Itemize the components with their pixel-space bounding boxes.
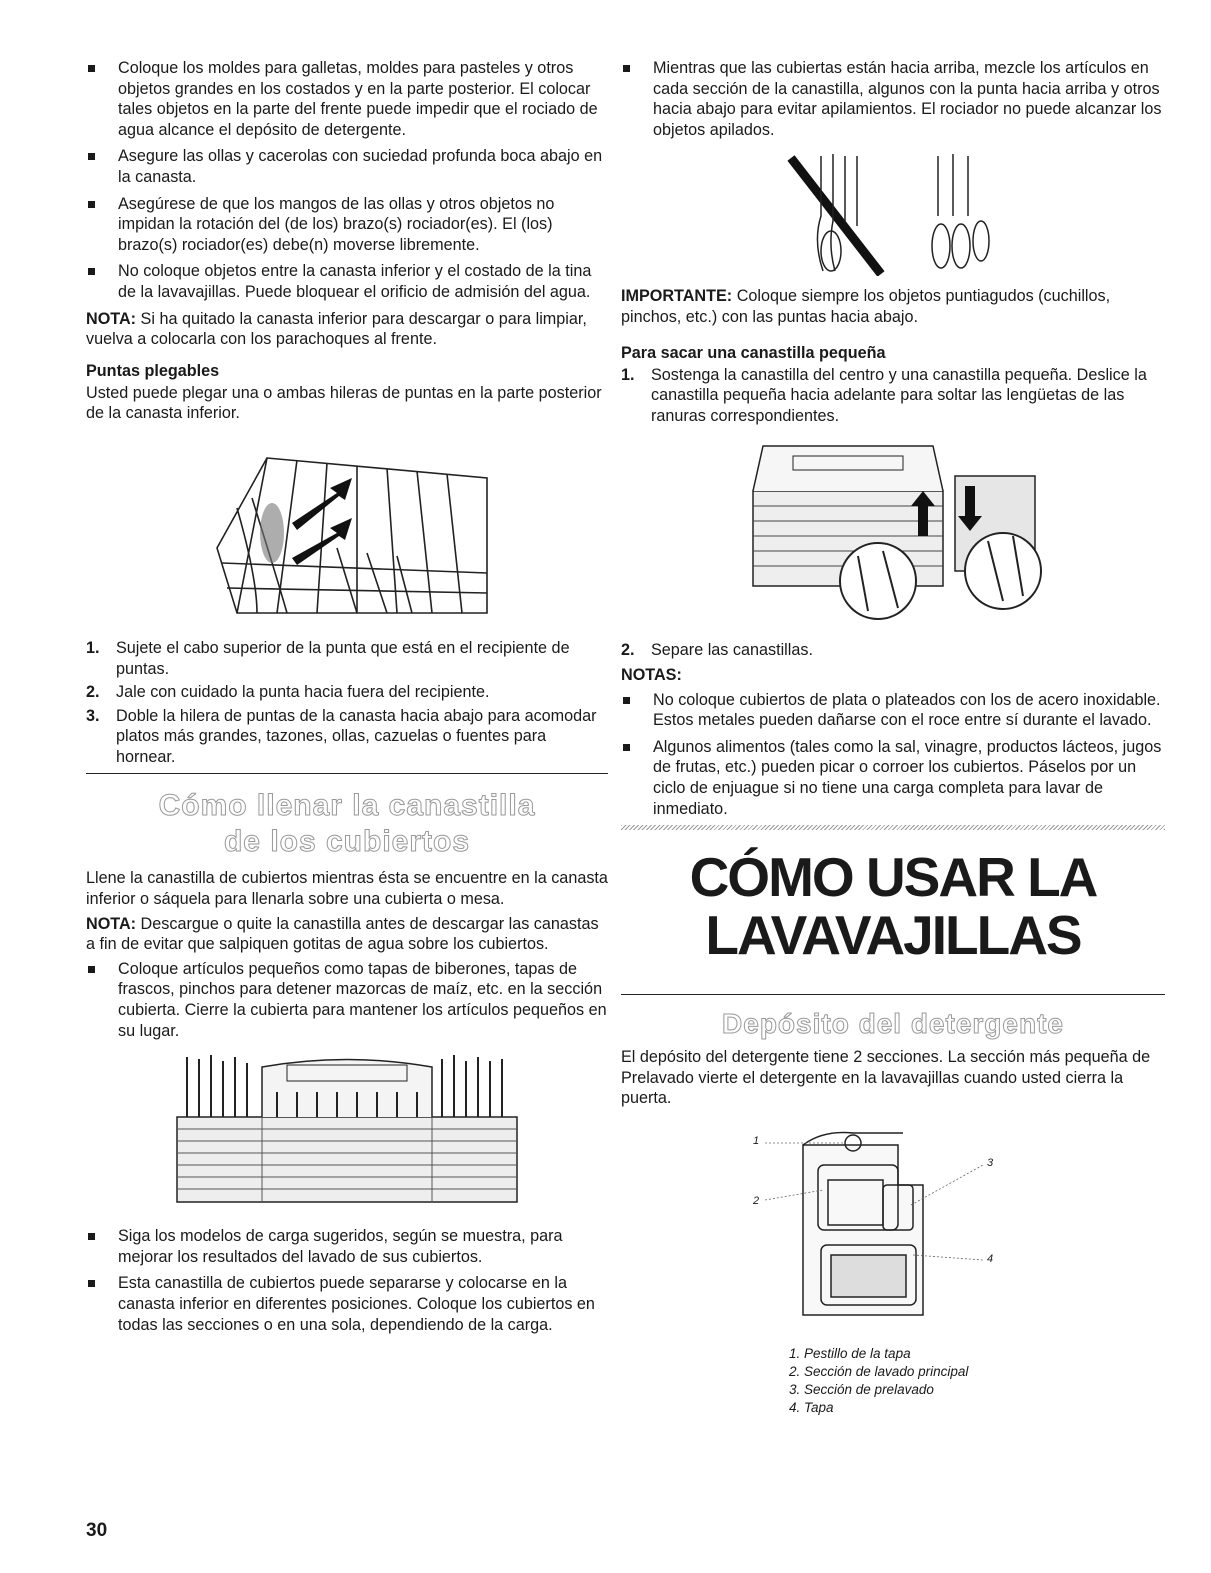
callout-4: 4: [987, 1252, 994, 1265]
importante-text: Coloque siempre los objetos puntiagudos (cuchillos, pinchos, etc.) con las puntas hacia abajo.: [621, 287, 1111, 326]
bullet-list-bottom: [86, 1226, 608, 1335]
right-column: [621, 58, 1165, 1417]
nota-label: NOTA:: [86, 914, 137, 933]
list-item: 3. Sección de prelavado: [789, 1381, 934, 1397]
nota-paragraph: [86, 309, 608, 350]
bullet-list-top: [86, 58, 608, 303]
list-item: 3. Doble la hilera de puntas de la canasta hacia abajo para acomodar platos más grandes, tazones, ollas, cazuelas o fuentes para hornear.: [86, 706, 597, 766]
chapter-title: CÓMO USAR LA LAVAVAJILLAS: [689, 846, 1097, 967]
list-item: 4. Tapa: [789, 1399, 834, 1415]
importante-paragraph: [621, 286, 1165, 327]
deposito-title: Depósito del detergente: [722, 1008, 1064, 1040]
nota-label: NOTA:: [86, 309, 137, 328]
callout-1: 1: [753, 1134, 760, 1147]
steps-list: [86, 638, 608, 768]
list-item: Coloque artículos pequeños como tapas de biberones, tapas de frascos, pinchos para detener mazorcas de maíz, etc. en la sección cubierta. Cierre la cubierta para mantener los artículos pequeños en su lugar.: [86, 959, 608, 1041]
list-item: 1. Pestillo de la tapa: [789, 1345, 911, 1361]
silverware-basket-illustration: [167, 1047, 527, 1212]
list-item: No coloque objetos entre la canasta inferior y el costado de la tina de la lavavajillas. Puede bloquear el orificio de admisión del agua.: [86, 261, 608, 302]
list-item: 2. Sección de lavado principal: [789, 1363, 969, 1379]
dispenser-captions: [621, 1345, 1165, 1417]
dispenser-figure: [733, 1125, 1053, 1335]
deposito-text: El depósito del detergente tiene 2 secciones. La sección más pequeña de Prelavado vierte el detergente en la lavavajillas cuando usted cierra la puerta.: [621, 1048, 1151, 1108]
list-item: Siga los modelos de carga sugeridos, según se muestra, para mejorar los resultados del lavado de sus cubiertos.: [86, 1226, 608, 1267]
sacar-heading: Para sacar una canastilla pequeña: [621, 343, 886, 362]
list-item: Mientras que las cubiertas están hacia arriba, mezcle los artículos en cada sección de la canastilla, algunos con la punta hacia arriba y otros hacia abajo para evitar apilamientos. El rociador no puede alcanzar los objetos apilados.: [621, 58, 1165, 140]
list-item: Coloque los moldes para galletas, moldes para pasteles y otros objetos grandes en los costados y en la parte posterior. El colocar tales objetos en la parte del frente puede impedir que el rociado de agua alcance el depósito de detergente.: [86, 58, 608, 140]
list-item: 1. Sostenga la canastilla del centro y una canastilla pequeña. Deslice la canastilla pequeña hacia adelante para soltar las lengüetas de las ranuras correspondientes.: [621, 365, 1147, 425]
list-item: 2. Separe las canastillas.: [621, 641, 813, 660]
nota-text: Descargue o quite la canastilla antes de descargar las canastas a fin de evitar que salpiquen gotitas de agua sobre los cubiertos.: [86, 914, 599, 954]
page-number: 30: [86, 1520, 108, 1541]
utensils-orientation-illustration: [773, 146, 1013, 276]
nota-paragraph-2: [86, 914, 608, 955]
llene-text: Llene la canastilla de cubiertos mientras ésta se encuentre en la canasta inferior o sáquela para llenarla sobre una cubierta o mesa.: [86, 869, 608, 909]
sacar-steps: [621, 365, 1165, 427]
nota-text: Si ha quitado la canasta inferior para descargar o para limpiar, vuelva a colocarla con los parachoques al frente.: [86, 309, 587, 349]
list-item: Esta canastilla de cubiertos puede separarse y colocarse en la canasta inferior en diferentes posiciones. Coloque los cubiertos en todas las secciones o en una sola, dependiendo de la carga.: [86, 1273, 608, 1335]
list-item: Asegure las ollas y cacerolas con suciedad profunda boca abajo en la canasta.: [86, 146, 608, 187]
left-column: [86, 58, 608, 1341]
callout-2: 2: [753, 1194, 760, 1207]
detergent-dispenser-illustration: [733, 1125, 1053, 1335]
list-item: 1. Sujete el cabo superior de la punta que está en el recipiente de puntas.: [86, 638, 570, 678]
bullet-list-right-top: [621, 58, 1165, 140]
notas-list: [621, 690, 1165, 820]
list-item: No coloque cubiertos de plata o plateados con los de acero inoxidable. Estos metales pueden dañarse con el roce entre sí durante el lavado.: [621, 690, 1165, 731]
list-item: 2. Jale con cuidado la punta hacia fuera del recipiente.: [86, 683, 490, 702]
section-divider: [621, 994, 1165, 995]
importante-label: IMPORTANTE:: [621, 287, 733, 306]
puntas-heading: Puntas plegables: [86, 361, 220, 380]
list-item: Algunos alimentos (tales como la sal, vinagre, productos lácteos, jugos de frutas, etc.) pueden picar o corroer los cubiertos. Páselos por un ciclo de enjuague si no tiene una carga completa para lavar de inmediato.: [621, 737, 1165, 819]
rack-tines-illustration: [197, 438, 497, 628]
puntas-text: Usted puede plegar una o ambas hileras de puntas en la parte posterior de la canasta inferior.: [86, 383, 602, 423]
notas-label: NOTAS:: [621, 665, 682, 684]
sacar-steps-2: [621, 640, 1165, 661]
list-item: Asegúrese de que los mangos de las ollas y otros objetos no impidan la rotación del (de los) brazo(s) rociador(es). El (los) brazo(s) rociador(es) debe(n) moverse libremente.: [86, 194, 608, 256]
section-title: Cómo llenar la canastilla de los cubiertos: [158, 789, 536, 859]
section-divider: [86, 773, 608, 774]
bullet-list-mid: [86, 959, 608, 1041]
hatched-divider: [621, 825, 1165, 830]
callout-3: 3: [987, 1156, 994, 1169]
basket-separation-illustration: [733, 436, 1053, 626]
